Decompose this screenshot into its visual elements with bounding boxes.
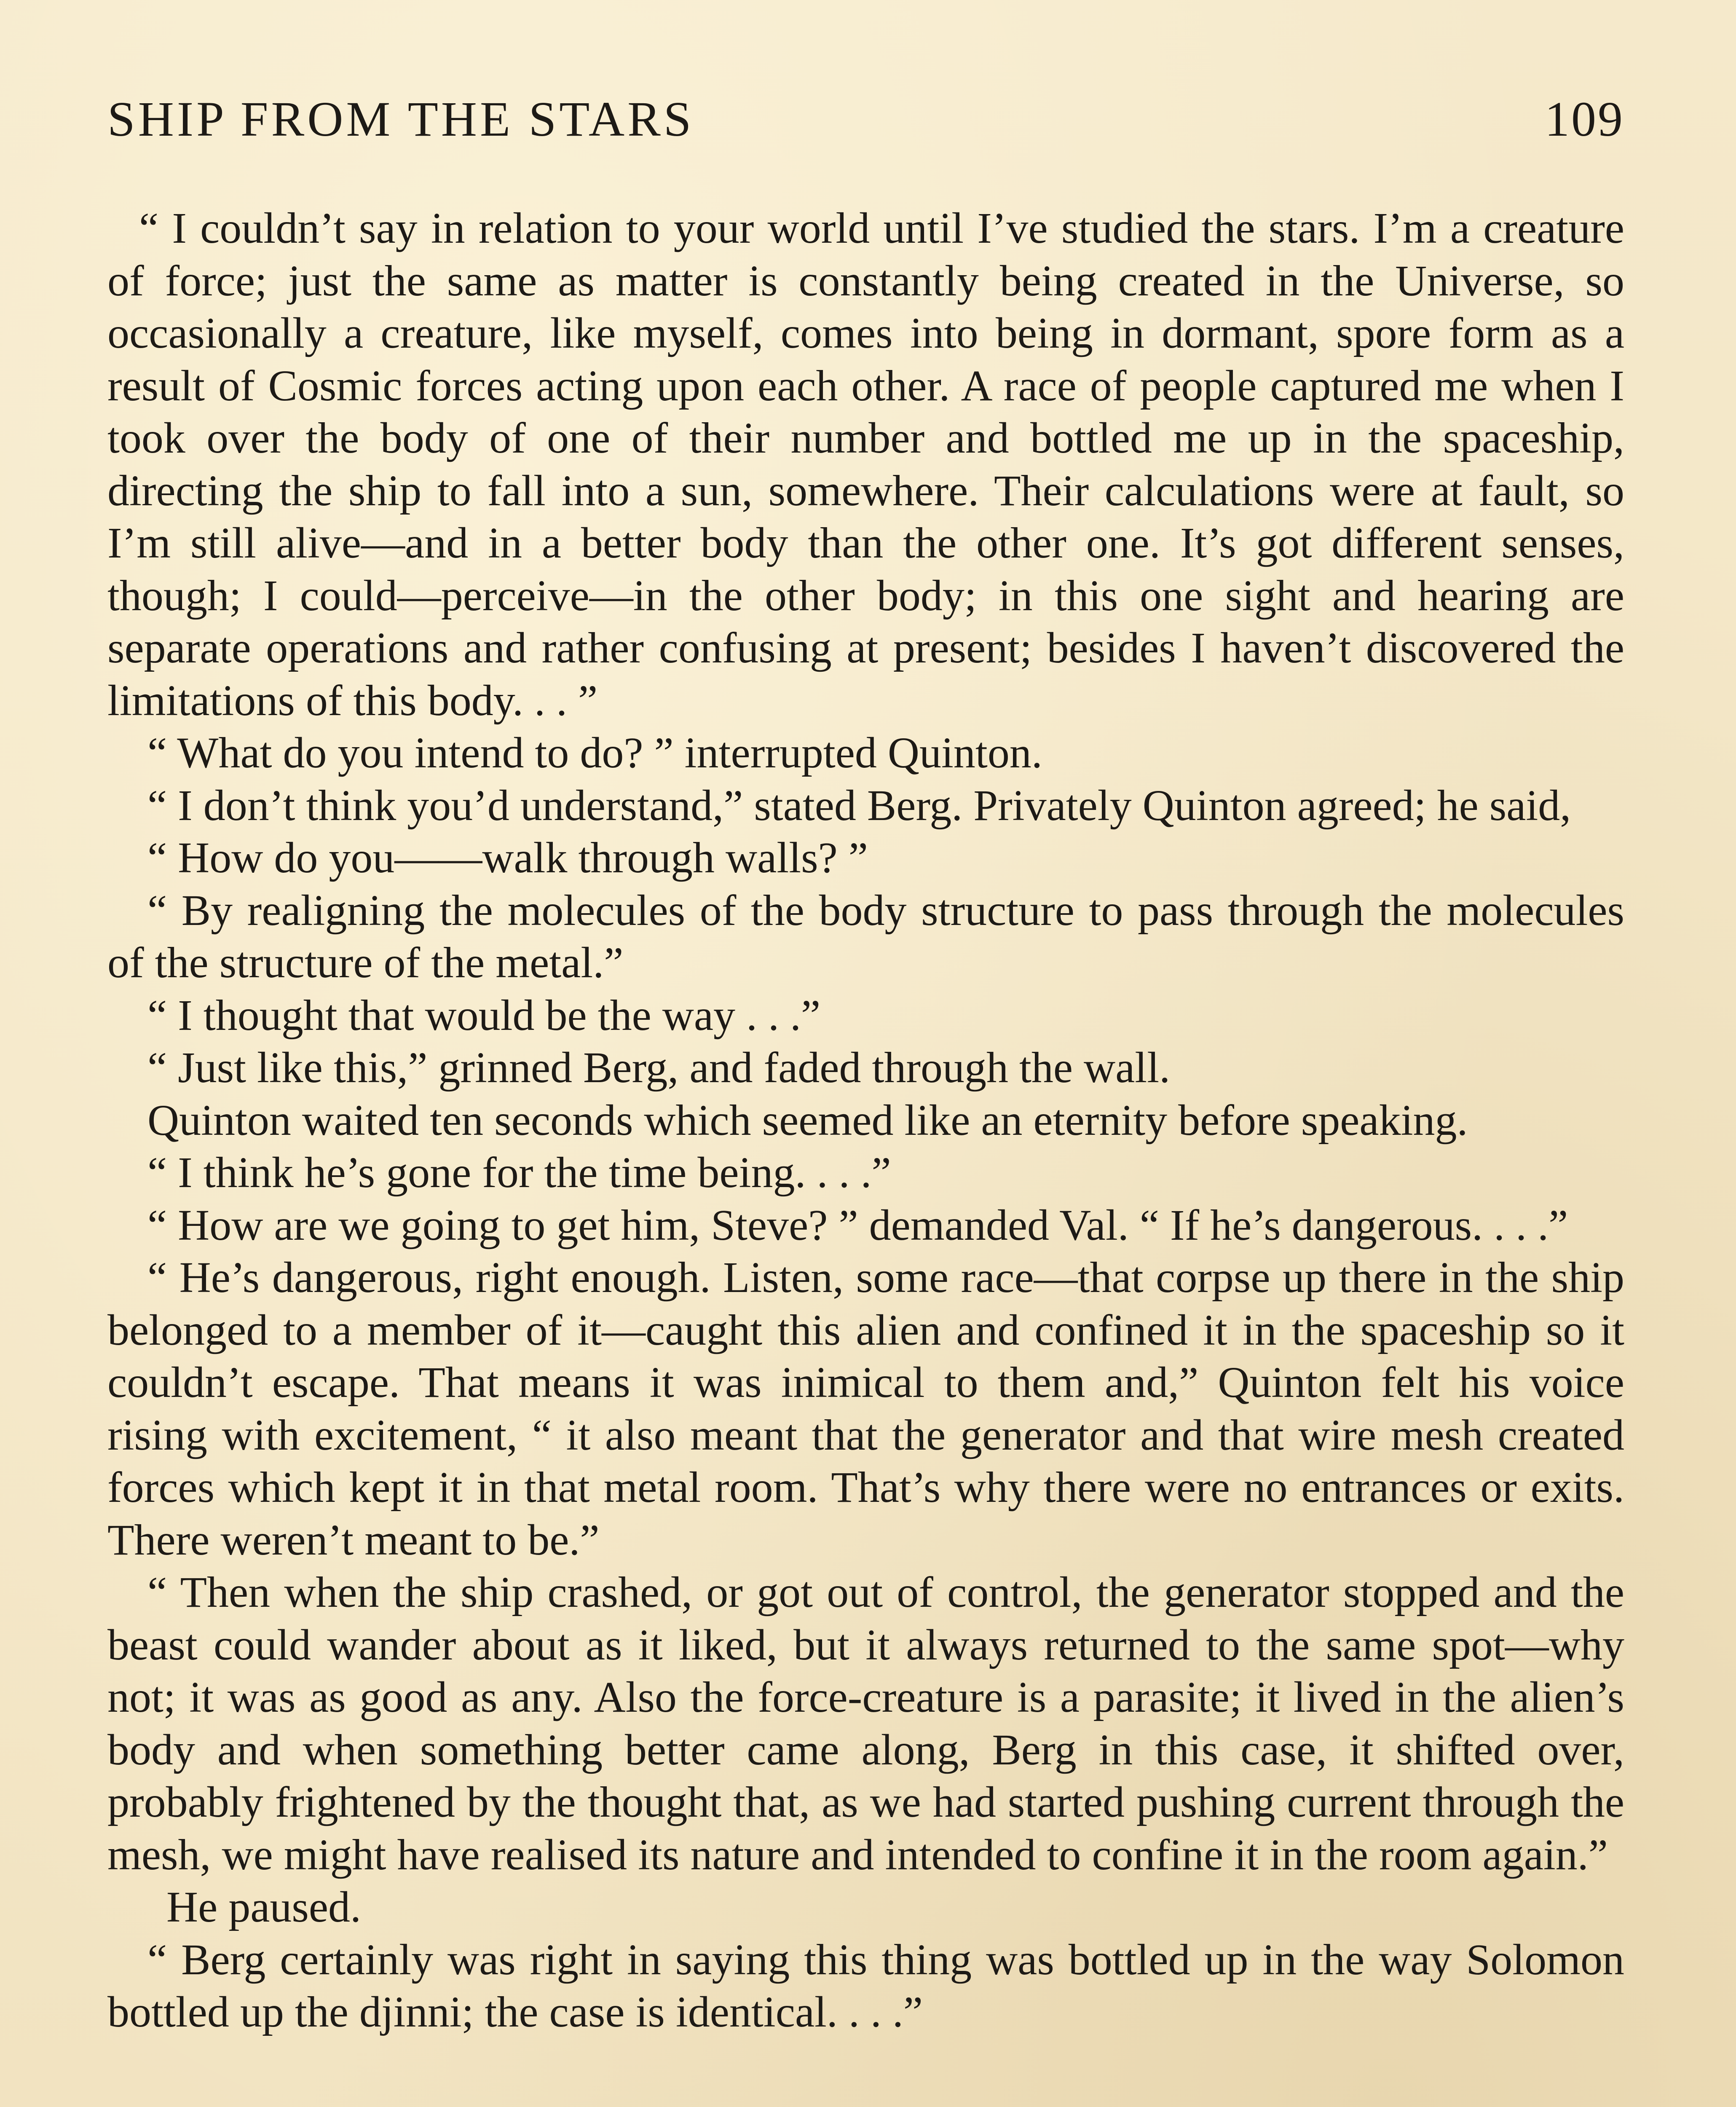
paragraph: “ By realigning the molecules of the body structure to pass through the molecules of the structure of the metal.” (107, 886, 1624, 987)
paragraph: “ I don’t think you’d understand,” stated Berg. Privately Quinton agreed; he said, (147, 781, 1571, 830)
paragraph: “ I thought that would be the way . . .” (147, 991, 821, 1040)
paragraph: “ He’s dangerous, right enough. Listen, some race—that corpse up there in the ship belonged to a member of it—caught this alien and confined it in the spaceship so it couldn’t escape. That means it was inimical to them and,” Quinton felt his voice rising with excitement, “ it also meant that the generator and that wire mesh created forces which kept it in that metal room. That’s why there were no entrances or exits. There weren’t meant to be.” (107, 1253, 1624, 1564)
paragraph: “ I think he’s gone for the time being. . . .” (147, 1148, 891, 1197)
paragraph: He paused. (166, 1883, 362, 1931)
paragraph: “ Then when the ship crashed, or got out of control, the generator stopped and the beast could wander about as it liked, but it always returned to the same spot—why not; it was as good as any. Also the force-creature is a parasite; it lived in the alien’s body and when something better came along, Berg in this case, it shifted over, probably frightened by the thought that, as we had started pushing current through the mesh, we might have realised its nature and intended to confine it in the room again.” (107, 1568, 1624, 1879)
paragraph: “ What do you intend to do? ” interrupted Quinton. (147, 729, 1042, 777)
paragraph: “ How do you——walk through walls? ” (147, 834, 868, 882)
body-text (107, 202, 1624, 2039)
paragraph: “ Just like this,” grinned Berg, and faded through the wall. (147, 1043, 1171, 1092)
page-number: 109 (1545, 91, 1624, 147)
paragraph: “ How are we going to get him, Steve? ” demanded Val. “ If he’s dangerous. . . .” (147, 1201, 1568, 1249)
paragraph: “ I couldn’t say in relation to your world until I’ve studied the stars. I’m a creature of force; just the same as matter is constantly being created in the Universe, so occasionally a creature, like myself, comes into being in dormant, spore form as a result of Cosmic forces acting upon each other. A race of people captured me when I took over the body of one of their number and bottled me up in the spaceship, directing the ship to fall into a sun, somewhere. Their calculations were at fault, so I’m still alive—and in a better body than the other one. It’s got different senses, though; I could—perceive—in the other body; in this one sight and hearing are separate operations and rather confusing at present; besides I haven’t discovered the limitations of this body. . . ” (107, 204, 1624, 725)
paragraph: “ Berg certainly was right in saying this thing was bottled up in the way Solomon bottled up the djinni; the case is identical. . . .” (107, 1935, 1624, 2036)
running-title: SHIP FROM THE STARS (107, 91, 694, 147)
paragraph: Quinton waited ten seconds which seemed like an eternity before speaking. (147, 1096, 1468, 1145)
